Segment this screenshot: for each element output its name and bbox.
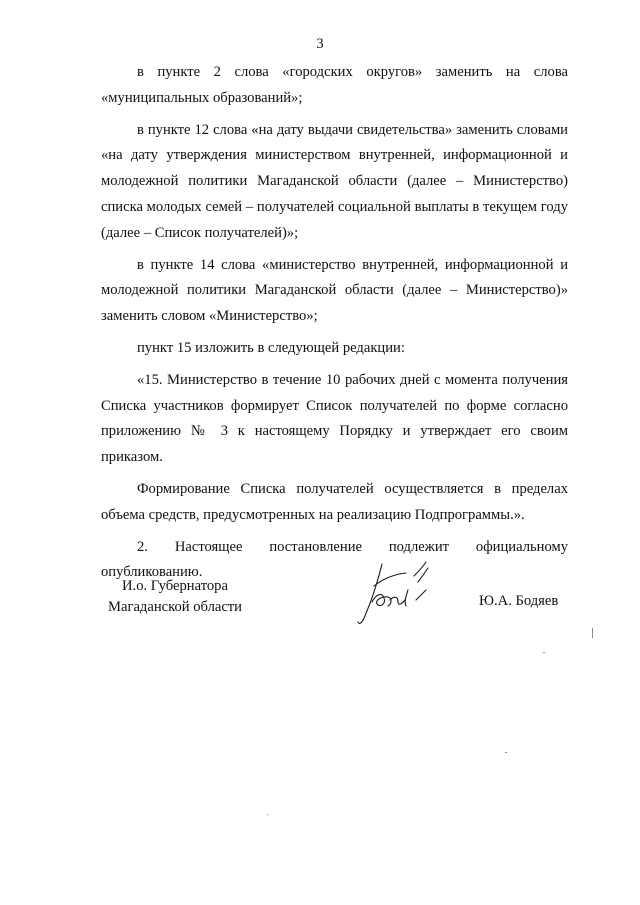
scan-speck <box>267 814 268 815</box>
handwritten-signature <box>352 556 442 628</box>
paragraph-2: в пункте 12 слова «на дату выдачи свидетельства» заменить словами «на дату утверждения министерством внутренней, информационной и молодежной политики Магаданской области (далее – Министерство) списка молодых семей – получателей социальной выплаты в текущем году (далее – Список получателей)»; <box>101 121 568 241</box>
signatory-title <box>108 576 242 618</box>
paragraph-4: пункт 15 изложить в следующей редакции: <box>137 339 405 356</box>
document-body <box>101 60 568 586</box>
page-number: 3 <box>316 36 324 52</box>
signatory-title-line1: И.о. Губернатора <box>122 578 228 594</box>
paragraph-1: в пункте 2 слова «городских округов» заменить на слова «муниципальных образований»; <box>101 64 568 106</box>
scan-mark <box>592 628 593 638</box>
signatory-name: Ю.А. Бодяев <box>479 593 559 609</box>
scan-speck <box>505 752 507 753</box>
paragraph-7: 2. Настоящее постановление подлежит официальному опубликованию. <box>101 538 568 581</box>
paragraph-3: в пункте 14 слова «министерство внутренней, информационной и молодежной политики Магаданской области (далее – Министерство)» заменить словом «Министерство»; <box>101 256 568 325</box>
signatory-title-line2: Магаданской области <box>108 599 242 615</box>
paragraph-5: «15. Министерство в течение 10 рабочих дней с момента получения Списка участников формирует Список получателей по форме согласно приложению № 3 к настоящему Порядку и утверждает его своим приказом. <box>101 371 568 466</box>
paragraph-6: Формирование Списка получателей осуществляется в пределах объема средств, предусмотренных на реализацию Подпрограммы.». <box>101 480 568 523</box>
scan-speck <box>543 652 545 653</box>
